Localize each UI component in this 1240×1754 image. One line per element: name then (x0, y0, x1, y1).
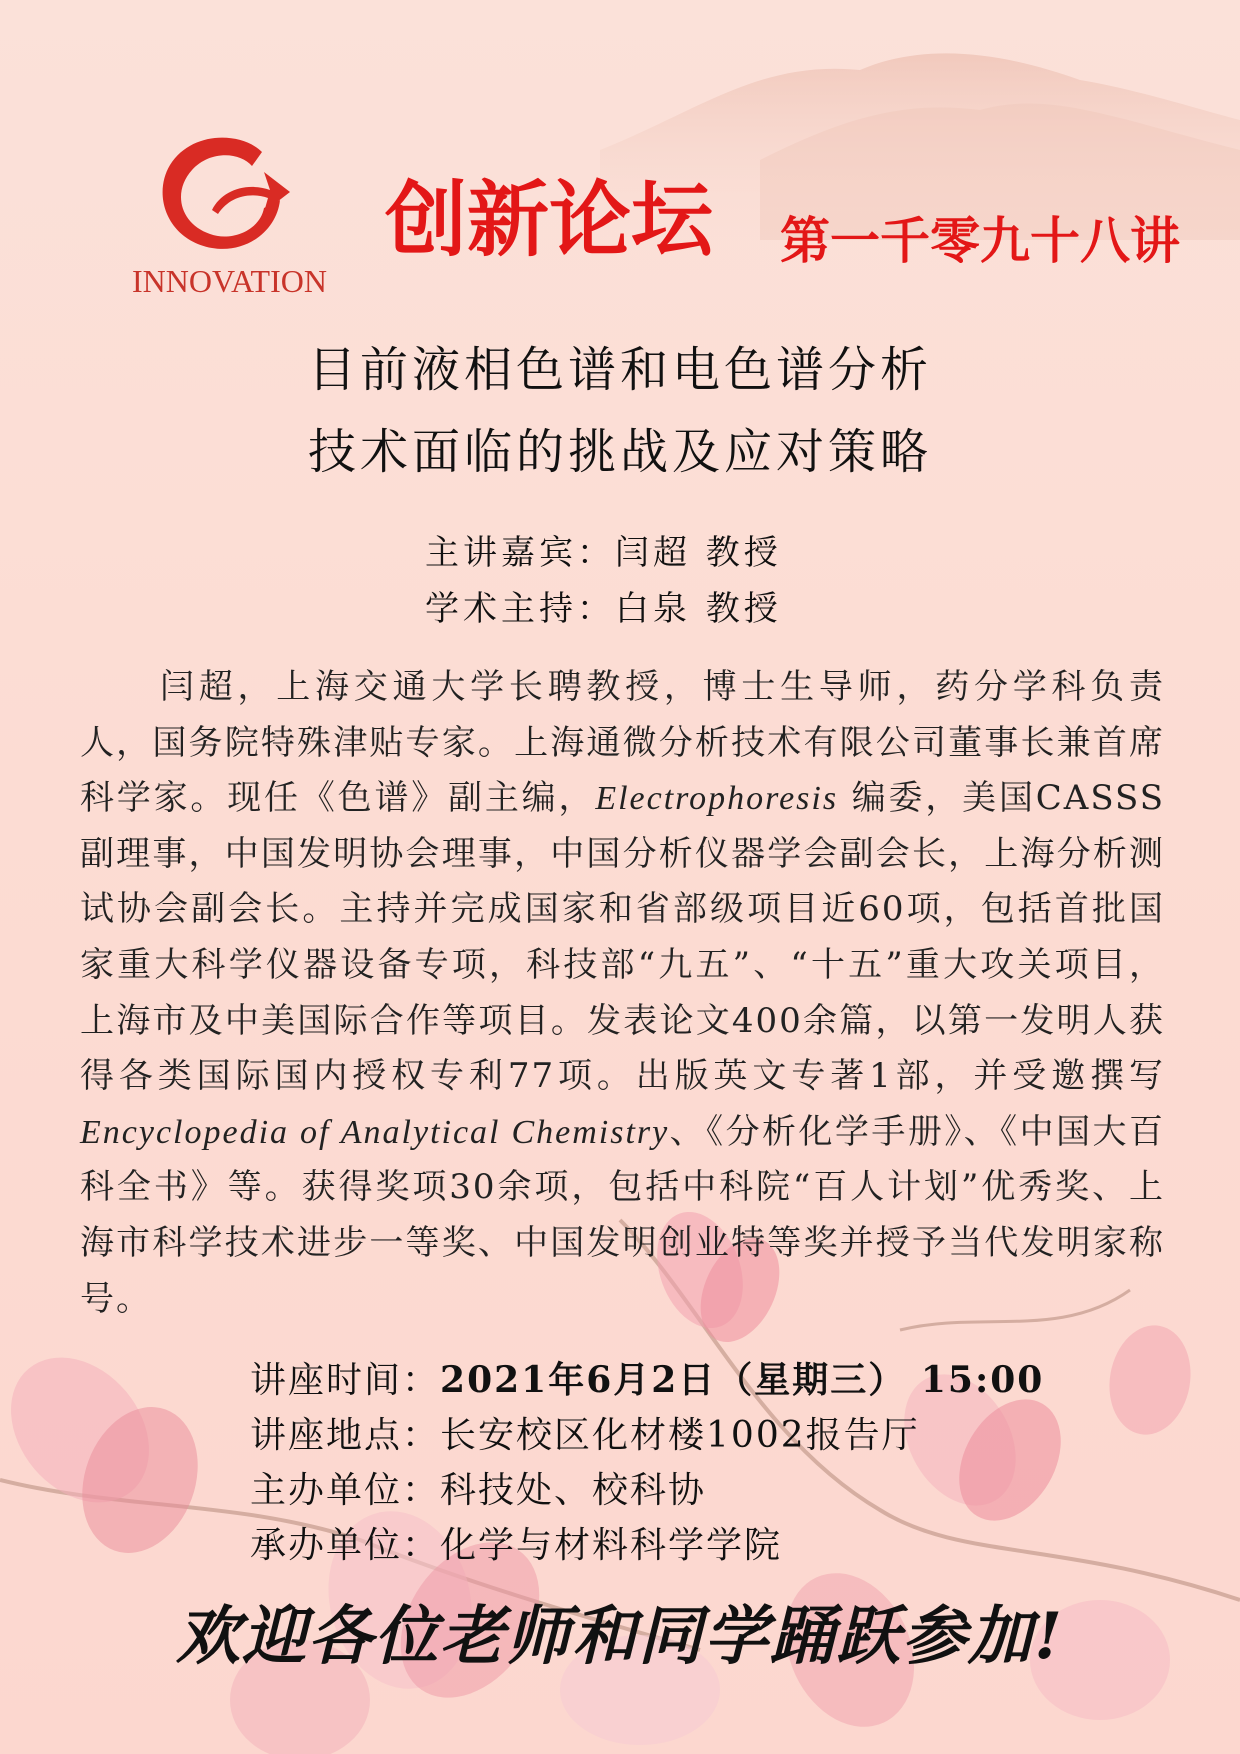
innovation-logo (122, 130, 337, 305)
time-value: 2021年6月2日（星期三） 15:00 (440, 1359, 1045, 1401)
biography-paragraph (80, 660, 1165, 1327)
organizer-value: 科技处、校科协 (440, 1470, 707, 1511)
place-value: 长安校区化材楼1002报告厅 (440, 1415, 920, 1456)
speaker-label: 主讲嘉宾： (425, 533, 615, 573)
bio-text-part-3: 、《分析化学手册》、《中国大百科全书》等。获得奖项30余项，包括中科院“百人计划”优秀奖、上海市科学技术进步一等奖、中国发明创业特等奖并授予当代发明家称号。 (80, 1111, 1165, 1319)
welcome-message: 欢迎各位老师和同学踊跃参加! (175, 1599, 1065, 1674)
host-name: 白泉 教授 (615, 589, 782, 629)
host-label: 学术主持： (425, 589, 615, 629)
organizer-line (250, 1470, 707, 1511)
place-label: 讲座地点： (250, 1415, 441, 1456)
talk-title-line-1: 目前液相色谱和电色谱分析 (307, 342, 932, 398)
talk-title-line-2: 技术面临的挑战及应对策略 (307, 424, 932, 480)
bio-text-part-1: 闫超，上海交通大学长聘教授，博士生导师，药分学科负责人，国务院特殊津贴专家。上海通微分析技术有限公司董事长兼首席科学家。现任《色谱》副主编， (80, 667, 1165, 819)
organizer-label: 主办单位： (250, 1470, 441, 1511)
speaker-name: 闫超 教授 (615, 533, 782, 573)
forum-title: 创新论坛 (385, 173, 714, 268)
host-unit-label: 承办单位： (250, 1525, 441, 1566)
host-unit-line (250, 1525, 783, 1566)
time-label: 讲座时间： (250, 1360, 441, 1401)
lecture-place-line (250, 1415, 920, 1456)
speaker-biography (80, 660, 1165, 1327)
bio-text-part-2: 编委，美国CASSS副理事，中国发明协会理事，中国分析仪器学会副会长，上海分析测试协会副会长。主持并完成国家和省部级项目近60项，包括首批国家重大科学仪器设备专项，科技部“九五”、“十五”重大攻关项目，上海市及中美国际合作等项目。发表论文400余篇，以第一发明人获得各类国际国内授权专利77项。出版英文专著1部，并受邀撰写 (80, 778, 1166, 1097)
lecture-number: 第一千零九十八讲 (780, 212, 1180, 270)
book-name: Encyclopedia of Analytical Chemistry (80, 1113, 670, 1151)
logo-text: INNOVATION (132, 263, 327, 299)
host-unit-value: 化学与材料科学学院 (440, 1525, 783, 1566)
speaker-line (425, 533, 782, 573)
host-line (425, 589, 782, 629)
journal-name: Electrophoresis (595, 780, 839, 818)
innovation-swirl-icon (152, 130, 292, 255)
lecture-time-line (250, 1359, 1045, 1401)
